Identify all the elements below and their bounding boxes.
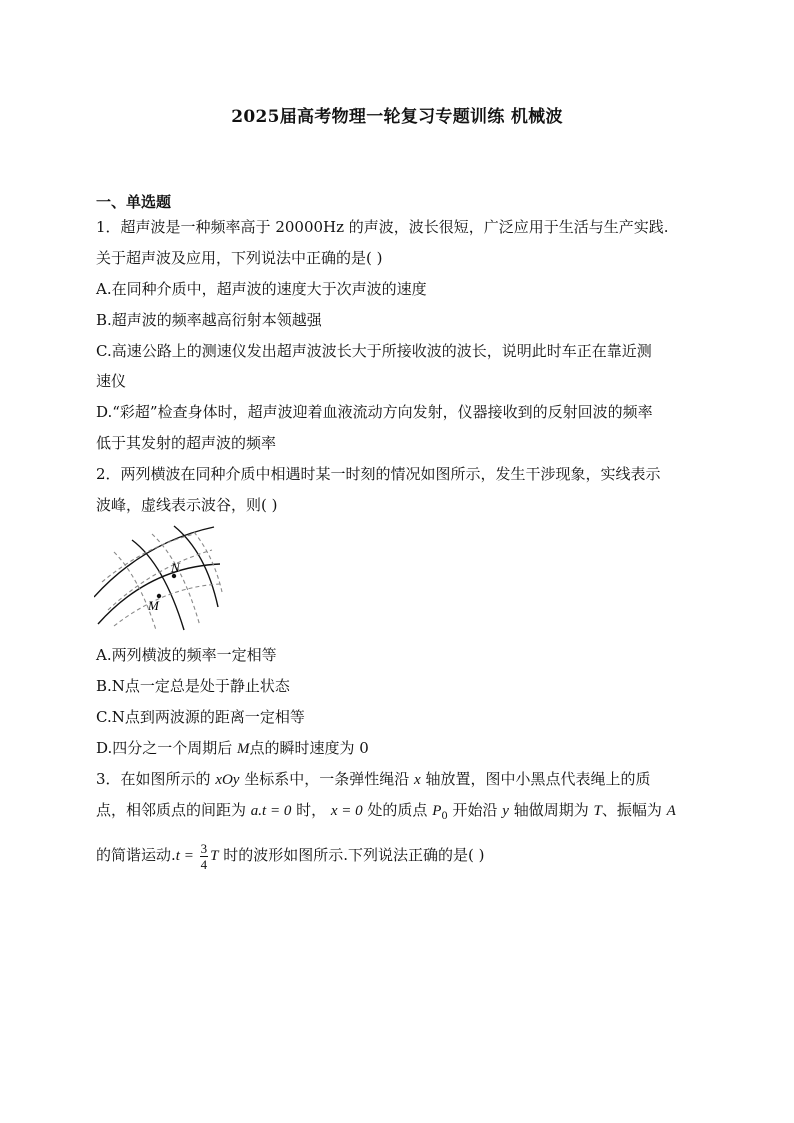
q3-eq-t0: a.t = 0 bbox=[250, 803, 292, 819]
q2-option-b: B.N点一定总是处于静止状态 bbox=[96, 677, 290, 695]
q2-option-a: A.两列横波的频率一定相等 bbox=[96, 646, 277, 664]
q2-stem-line1: 2．两列横波在同种介质中相遇时某一时刻的情况如图所示，发生干涉现象，实线表示 bbox=[96, 465, 661, 483]
q3-text: 处的质点 bbox=[362, 801, 433, 819]
trough-line bbox=[102, 534, 194, 582]
q1-option-d-line1: D.“彩超”检查身体时，超声波迎着血液流动方向发射，仪器接收到的反射回波的频率 bbox=[96, 403, 653, 421]
q1-option-c-line1: C.高速公路上的测速仪发出超声波波长大于所接收波的波长，说明此时车正在靠近测 bbox=[96, 342, 652, 360]
trough-line bbox=[114, 584, 220, 626]
q1-option-d-line2: 低于其发射的超声波的频率 bbox=[96, 434, 277, 452]
q3-stem-line3 bbox=[96, 838, 484, 873]
q3-var-p-sub: 0 bbox=[441, 811, 448, 822]
wave-trough-lines bbox=[102, 532, 222, 630]
section-heading: 一、单选题 bbox=[96, 193, 172, 211]
q3-var-t: T bbox=[593, 803, 602, 819]
q3-var-a: A bbox=[666, 803, 676, 819]
q1-stem-line2: 关于超声波及应用，下列说法中正确的是( ) bbox=[96, 249, 383, 267]
q3-var-t2: T bbox=[210, 848, 219, 864]
q3-text: 3．在如图所示的 bbox=[96, 770, 216, 788]
q3-stem-line1 bbox=[96, 769, 650, 790]
q3-stem-line2 bbox=[96, 800, 676, 827]
q2-option-d bbox=[96, 738, 369, 759]
label-m: M bbox=[148, 598, 159, 613]
trough-line bbox=[194, 532, 222, 592]
q3-var-xoy: xOy bbox=[215, 772, 240, 788]
q1-stem-line1: 1．超声波是一种频率高于 20000Hz 的声波，波长很短，广泛应用于生活与生产实践. bbox=[96, 218, 669, 236]
document-title: 2025届高考物理一轮复习专题训练 机械波 bbox=[231, 107, 563, 127]
q1-option-b: B.超声波的频率越高衍射本领越强 bbox=[96, 311, 322, 329]
q3-fraction-den: 4 bbox=[200, 856, 208, 872]
q2-option-c: C.N点到两波源的距离一定相等 bbox=[96, 708, 305, 726]
q2-option-d-post: 点的瞬时速度为 0 bbox=[249, 739, 369, 757]
q3-var-p: P bbox=[432, 803, 442, 819]
q3-text: 时的波形如图所示.下列说法正确的是( ) bbox=[218, 846, 485, 864]
q3-eq-t: t = bbox=[175, 848, 198, 864]
q3-text: 时， bbox=[291, 801, 331, 819]
interference-figure bbox=[94, 522, 224, 634]
wave-crest-lines bbox=[94, 526, 220, 630]
q1-option-a: A.在同种介质中，超声波的速度大于次声波的速度 bbox=[96, 280, 427, 298]
q3-text: 轴做周期为 bbox=[508, 801, 594, 819]
q3-var-y: y bbox=[502, 803, 509, 819]
q3-fraction bbox=[200, 841, 209, 872]
q3-var-x: x bbox=[414, 772, 421, 788]
q1-option-c-line2: 速仪 bbox=[96, 372, 127, 390]
q3-text: 的简谐运动. bbox=[96, 846, 176, 864]
q2-option-d-pre: D.四分之一个周期后 bbox=[96, 739, 238, 757]
q3-eq-x0: x = 0 bbox=[330, 803, 363, 819]
trough-line bbox=[152, 534, 200, 626]
trough-line bbox=[108, 550, 212, 610]
q3-text: 点，相邻质点的间距为 bbox=[96, 801, 251, 819]
q3-text: 开始沿 bbox=[447, 801, 503, 819]
crest-line bbox=[132, 540, 184, 630]
label-n: N bbox=[171, 560, 180, 575]
q3-text: 、振幅为 bbox=[601, 801, 667, 819]
q3-text: 坐标系中，一条弹性绳沿 bbox=[239, 770, 415, 788]
q2-option-d-var: M bbox=[237, 741, 250, 757]
q3-fraction-num: 3 bbox=[200, 840, 208, 856]
q2-stem-line2: 波峰，虚线表示波谷，则( ) bbox=[96, 496, 278, 514]
q3-text: 轴放置，图中小黑点代表绳上的质 bbox=[420, 770, 651, 788]
